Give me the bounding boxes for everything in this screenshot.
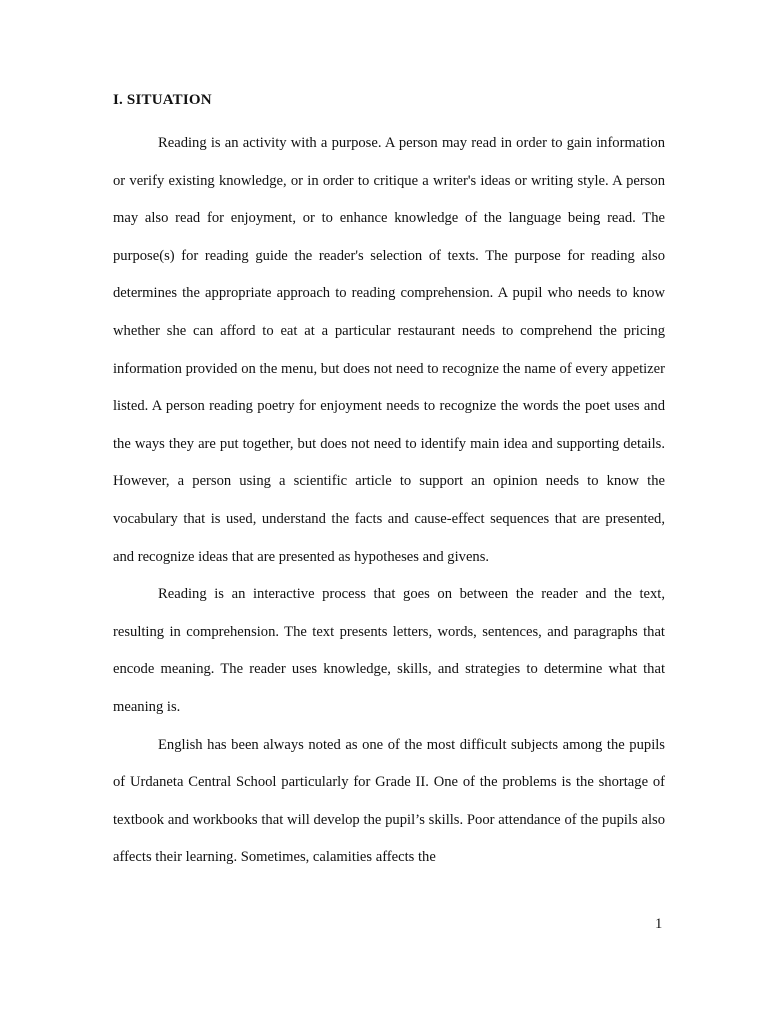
section-heading: I. SITUATION [113,92,212,108]
page-number: 1 [655,916,663,932]
paragraph-english-difficulty: English has been always noted as one of the most difficult subjects among the pupils of Urdaneta Central School particularly for Grade II. One of the problems is the shortage of textbook and workbooks that will develop the pupil’s skills. Poor attendance of the pupils also affects their learning. Sometimes, calamities affects the [113,736,665,866]
paragraph-interactive-process: Reading is an interactive process that goes on between the reader and the text, resulting in comprehension. The text presents letters, words, sentences, and paragraphs that encode meaning. The reader uses knowledge, skills, and strategies to determine what that meaning is. [113,586,665,715]
page-content [113,88,665,877]
paragraph-reading-purpose: Reading is an activity with a purpose. A person may read in order to gain information or verify existing knowledge, or in order to critique a writer's ideas or writing style. A person may also read for enjoyment, or to enhance knowledge of the language being read. The purpose(s) for reading guide the reader's selection of texts. The purpose for reading also determines the appropriate approach to reading comprehension. A pupil who needs to know whether she can afford to eat at a particular restaurant needs to comprehend the pricing information provided on the menu, but does not need to recognize the name of every appetizer listed. A person reading poetry for enjoyment needs to recognize the words the poet uses and the ways they are put together, but does not need to identify main idea and supporting details. However, a person using a scientific article to support an opinion needs to know the vocabulary that is used, understand the facts and cause-effect sequences that are presented, and recognize ideas that are presented as hypotheses and givens. [113,135,665,565]
